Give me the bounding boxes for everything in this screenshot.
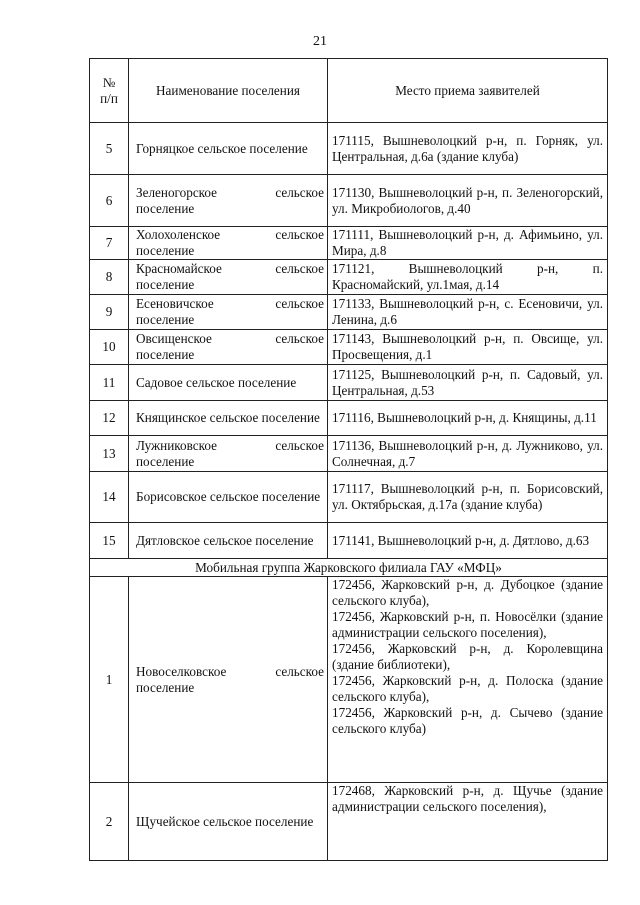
settlement-name: Есеновичское сельское поселение	[129, 295, 328, 330]
table-row	[90, 472, 608, 523]
reception-place	[328, 577, 608, 783]
header-num: № п/п	[90, 59, 129, 123]
settlements-table	[89, 58, 608, 861]
address-line: 172456, Жарковский р-н, д. Полоска (здание сельского клуба),	[332, 673, 603, 704]
page-number: 21	[313, 34, 327, 49]
row-number: 11	[90, 365, 129, 401]
settlement-name: Овсищенское сельское поселение	[129, 330, 328, 365]
table-row	[90, 123, 608, 175]
reception-place: 171133, Вышневолоцкий р-н, с. Есеновичи, ул. Ленина, д.6	[328, 295, 608, 330]
reception-place: 171125, Вышневолоцкий р-н, п. Садовый, ул. Центральная, д.53	[328, 365, 608, 401]
row-number: 14	[90, 472, 129, 523]
group-title: Мобильная группа Жарковского филиала ГАУ «МФЦ»	[90, 559, 608, 577]
table-row	[90, 227, 608, 260]
row-number: 10	[90, 330, 129, 365]
settlement-name: Красномайское сельское поселение	[129, 260, 328, 295]
settlement-name: Зеленогорское сельское поселение	[129, 175, 328, 227]
table-row	[90, 401, 608, 436]
address-line: 172456, Жарковский р-н, д. Королевщина (здание библиотеки),	[332, 641, 603, 672]
table-row	[90, 330, 608, 365]
reception-place	[328, 783, 608, 861]
table-row	[90, 577, 608, 783]
table-row	[90, 523, 608, 559]
settlement-name: Горняцкое сельское поселение	[129, 123, 328, 175]
table-row	[90, 260, 608, 295]
row-number: 2	[90, 783, 129, 861]
table-row	[90, 365, 608, 401]
row-number: 15	[90, 523, 129, 559]
settlement-name: Холохоленское сельское поселение	[129, 227, 328, 260]
reception-place: 171141, Вышневолоцкий р-н, д. Дятлово, д.63	[328, 523, 608, 559]
row-number: 6	[90, 175, 129, 227]
table-row	[90, 783, 608, 861]
settlement-name: Щучейское сельское поселение	[129, 783, 328, 861]
row-number: 1	[90, 577, 129, 783]
reception-place: 171130, Вышневолоцкий р-н, п. Зеленогорский, ул. Микробиологов, д.40	[328, 175, 608, 227]
reception-place: 171111, Вышневолоцкий р-н, д. Афимьино, ул. Мира, д.8	[328, 227, 608, 260]
header-place: Место приема заявителей	[328, 59, 608, 123]
table-header-row	[90, 59, 608, 123]
address-line: 172456, Жарковский р-н, п. Новосёлки (здание администрации сельского поселения),	[332, 609, 603, 640]
reception-place: 171115, Вышневолоцкий р-н, п. Горняк, ул. Центральная, д.6а (здание клуба)	[328, 123, 608, 175]
address-line: 172468, Жарковский р-н, д. Щучье (здание администрации сельского поселения),	[332, 783, 603, 814]
settlement-name: Борисовское сельское поселение	[129, 472, 328, 523]
reception-place: 171116, Вышневолоцкий р-н, д. Княщины, д.11	[328, 401, 608, 436]
row-number: 8	[90, 260, 129, 295]
group-header-row	[90, 559, 608, 577]
settlement-name: Дятловское сельское поселение	[129, 523, 328, 559]
settlement-name: Княщинское сельское поселение	[129, 401, 328, 436]
settlement-name: Садовое сельское поселение	[129, 365, 328, 401]
reception-place: 171143, Вышневолоцкий р-н, п. Овсище, ул. Просвещения, д.1	[328, 330, 608, 365]
row-number: 7	[90, 227, 129, 260]
settlement-name: Лужниковское сельское поселение	[129, 436, 328, 472]
table-row	[90, 175, 608, 227]
address-line: 172456, Жарковский р-н, д. Дубоцкое (здание сельского клуба),	[332, 577, 603, 608]
address-line: 172456, Жарковский р-н, д. Сычево (здание сельского клуба)	[332, 705, 603, 736]
row-number: 5	[90, 123, 129, 175]
table-row	[90, 436, 608, 472]
reception-place: 171117, Вышневолоцкий р-н, п. Борисовский, ул. Октябрьская, д.17а (здание клуба)	[328, 472, 608, 523]
reception-place: 171136, Вышневолоцкий р-н, д. Лужниково, ул. Солнечная, д.7	[328, 436, 608, 472]
row-number: 9	[90, 295, 129, 330]
row-number: 12	[90, 401, 129, 436]
reception-place: 171121, Вышневолоцкий р-н, п. Красномайский, ул.1мая, д.14	[328, 260, 608, 295]
header-name: Наименование поселения	[129, 59, 328, 123]
row-number: 13	[90, 436, 129, 472]
table-row	[90, 295, 608, 330]
settlement-name: Новоселковское сельское поселение	[129, 577, 328, 783]
table-body	[90, 123, 608, 861]
